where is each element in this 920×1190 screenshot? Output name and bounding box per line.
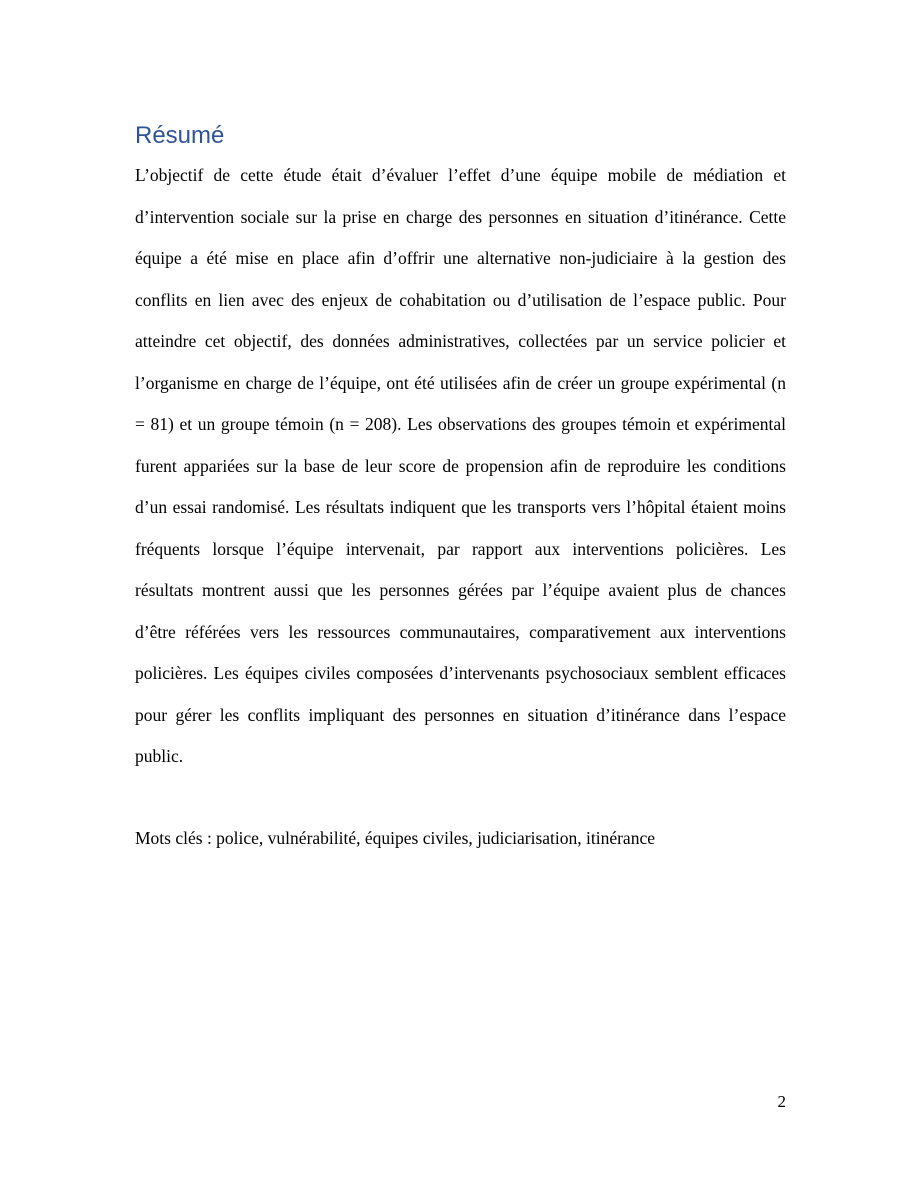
paragraph-line: policières. Les équipes civiles composées d’intervenants psychosociaux semblent efficaces [135,663,786,683]
paragraph-line: furent appariées sur la base de leur score de propension afin de reproduire les conditions [135,455,786,476]
paragraph-line: d’être référées vers les ressources communautaires, comparativement aux interventions [135,621,786,642]
paragraph-line: résultats montrent aussi que les personnes gérées par l’équipe avaient plus de chances [135,580,786,600]
paragraph-line-last: public. [135,746,184,766]
paragraph-line: pour gérer les conflits impliquant des personnes en situation d’itinérance dans l’espace [135,704,786,725]
page-number: 2 [777,1092,786,1111]
keywords-line: Mots clés : police, vulnérabilité, équipes civiles, judiciarisation, itinérance [135,828,655,848]
paragraph-line: équipe a été mise en place afin d’offrir une alternative non-judiciaire à la gestion des [135,248,786,268]
paragraph-line: d’un essai randomisé. Les résultats indiquent que les transports vers l’hôpital étaient moins [135,497,786,517]
paragraph-line: L’objectif de cette étude était d’évaluer l’effet d’une équipe mobile de médiation et [135,165,786,185]
paragraph-line: atteindre cet objectif, des données administratives, collectées par un service policier et [135,331,786,351]
abstract-paragraph [135,155,786,778]
paragraph-line: fréquents lorsque l’équipe intervenait, par rapport aux interventions policières. Les [135,538,786,559]
paragraph-line: l’organisme en charge de l’équipe, ont été utilisées afin de créer un groupe expérimental (n [135,372,786,393]
paragraph-line: d’intervention sociale sur la prise en charge des personnes en situation d’itinérance. Cette [135,206,786,227]
section-heading-resume: Résumé [135,122,225,150]
paragraph-line: conflits en lien avec des enjeux de cohabitation ou d’utilisation de l’espace public. Pour [135,289,786,310]
paragraph-line: = 81) et un groupe témoin (n = 208). Les observations des groupes témoin et expérimental [135,414,786,434]
